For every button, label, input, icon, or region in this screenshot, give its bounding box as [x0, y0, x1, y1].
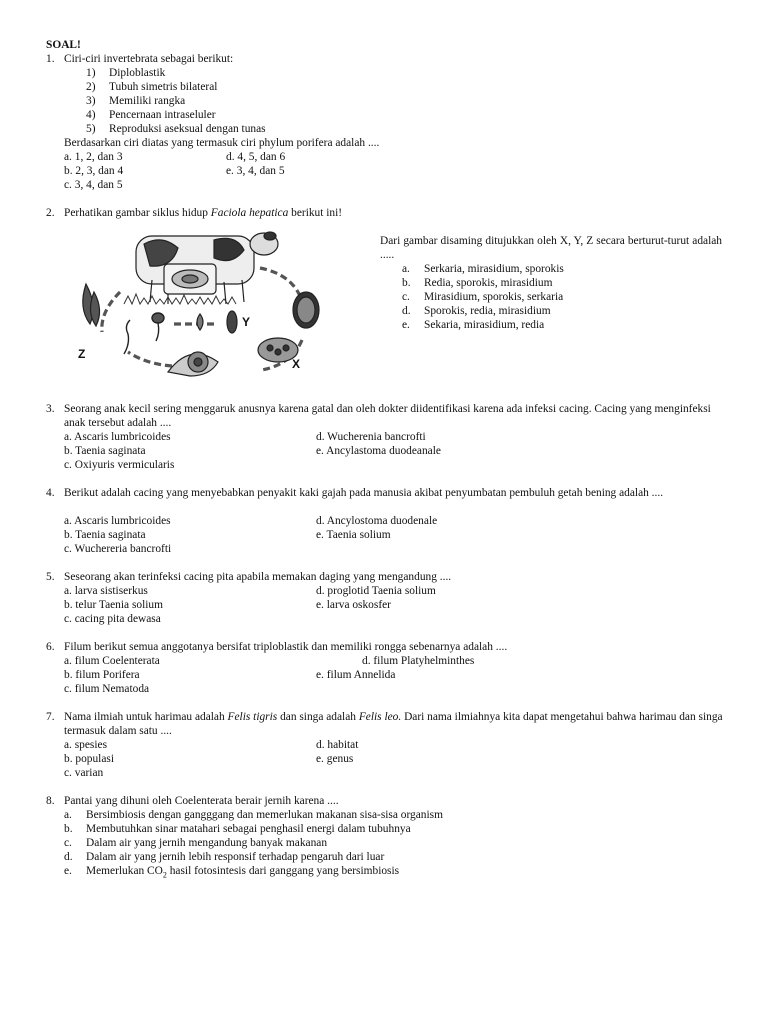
q7-option-b: b. populasi [64, 753, 114, 765]
q2-option-label: b. [402, 277, 411, 289]
metacercaria-plant-icon [83, 284, 100, 326]
figure-label-x: X [292, 357, 301, 371]
q5-option-b: b. telur Taenia solium [64, 599, 163, 611]
q1-item-text: Diploblastik [109, 67, 166, 79]
q1-item-num: 2) [86, 81, 96, 93]
q6-option-d: d. filum Platyhelminthes [362, 655, 475, 667]
q3-option-c: c. Oxiyuris vermicularis [64, 459, 175, 471]
q1-option-a: a. 1, 2, dan 3 [64, 151, 123, 163]
q1-option-d: d. 4, 5, dan 6 [226, 151, 286, 163]
page-heading: SOAL! [46, 39, 81, 51]
q2-option-label: a. [402, 263, 410, 275]
fasciola-life-cycle-figure [64, 222, 364, 384]
q8-option-c: Dalam air yang jernih mengandung banyak makanan [86, 837, 328, 849]
q6-number: 6. [46, 641, 55, 653]
redia-icon [197, 314, 203, 330]
q4-option-a: a. Ascaris lumbricoides [64, 515, 171, 527]
q1-item-num: 1) [86, 67, 96, 79]
q2-option-a: Serkaria, mirasidium, sporokis [424, 263, 564, 275]
q8-option-label: d. [64, 851, 73, 863]
q2-number: 2. [46, 207, 55, 219]
q8-stem: Pantai yang dihuni oleh Coelenterata berair jernih karena .... [64, 795, 339, 807]
q1-item-num: 5) [86, 123, 96, 135]
q3-option-e: e. Ancylastoma duodeanale [316, 445, 441, 457]
q7-number: 7. [46, 711, 55, 723]
q6-stem: Filum berikut semua anggotanya bersifat triploblastik dan memiliki rongga sebenarnya adalah .... [64, 641, 508, 653]
q5-option-d: d. proglotid Taenia solium [316, 585, 436, 597]
q3-stem: Seorang anak kecil sering menggaruk anusnya karena gatal dan oleh dokter diidentifikasi karena ada infeksi cacing. Cacing yang menginfeksi anak tersebut adalah .... [64, 403, 711, 429]
q1-item-text: Tubuh simetris bilateral [109, 81, 218, 93]
q5-number: 5. [46, 571, 55, 583]
q8-option-label: c. [64, 837, 72, 849]
q8-option-b: Membutuhkan sinar matahari sebagai penghasil energi dalam tubuhnya [86, 823, 411, 835]
q2-side-text: Dari gambar disaming ditujukkan oleh X, Y, Z secara berturut-turut adalah ..... [380, 235, 722, 261]
snail-icon [168, 352, 218, 376]
q8-option-a: Bersimbiosis dengan gangggang dan memerlukan makanan sisa-sisa organism [86, 809, 443, 821]
q1-stem: Ciri-ciri invertebrata sebagai berikut: [64, 53, 234, 65]
q7-stem: Nama ilmiah untuk harimau adalah Felis tigris dan singa adalah Felis leo. Dari nama ilmiahnya kita dapat mengetahui bahwa harimau dan singa termasuk dalam satu .... [64, 711, 723, 737]
q1-prompt: Berdasarkan ciri diatas yang termasuk ciri phylum porifera adalah .... [64, 137, 380, 149]
q6-option-a: a. filum Coelenterata [64, 655, 160, 667]
q8-option-label: b. [64, 823, 73, 835]
q3-option-d: d. Wucherenia bancrofti [316, 431, 426, 443]
q1-item-text: Memiliki rangka [109, 95, 186, 107]
q3-number: 3. [46, 403, 55, 415]
q4-option-b: b. Taenia saginata [64, 529, 146, 541]
q8-option-label: e. [64, 865, 72, 877]
q2-option-c: Mirasidium, sporokis, serkaria [424, 291, 564, 303]
q6-option-c: c. filum Nematoda [64, 683, 150, 695]
q1-item-text: Reproduksi aseksual dengan tunas [109, 123, 266, 135]
q7-option-e: e. genus [316, 753, 354, 765]
q4-stem: Berikut adalah cacing yang menyebabkan penyakit kaki gajah pada manusia akibat penyumbatan pembuluh getah bening adalah .... [64, 487, 664, 499]
q5-option-a: a. larva sistiserkus [64, 585, 148, 597]
q2-option-label: c. [402, 291, 410, 303]
cercaria-icon [124, 313, 164, 354]
q7-option-d: d. habitat [316, 739, 359, 751]
q2-option-label: d. [402, 305, 411, 317]
q5-option-e: e. larva oskosfer [316, 599, 391, 611]
q1-item-text: Pencernaan intraseluler [109, 109, 216, 121]
grass-icon [124, 294, 236, 304]
q2-option-e: Sekaria, mirasidium, redia [424, 319, 545, 331]
sporocyst-icon [227, 311, 237, 333]
q8-option-e: Memerlukan $CO_2$ hasil fotosintesis dari ganggang yang bersimbiosis [86, 865, 400, 880]
q1-option-e: e. 3, 4, dan 5 [226, 165, 285, 177]
q8-option-d: Dalam air yang jernih lebih responsif terhadap pengaruh dari luar [86, 851, 385, 863]
q6-option-e: e. filum Annelida [316, 669, 396, 681]
q1-number: 1. [46, 53, 55, 65]
q4-number: 4. [46, 487, 55, 499]
q4-option-d: d. Ancylostoma duodenale [316, 515, 438, 527]
q6-option-b: b. filum Porifera [64, 669, 140, 681]
q1-option-c: c. 3, 4, dan 5 [64, 179, 123, 191]
q1-item-num: 4) [86, 109, 96, 121]
q5-stem: Seseorang akan terinfeksi cacing pita apabila memakan daging yang mengandung .... [64, 571, 452, 583]
q2-stem: Perhatikan gambar siklus hidup Faciola hepatica berikut ini! [64, 207, 343, 219]
figure-label-z: Z [78, 347, 86, 361]
q4-option-e: e. Taenia solium [316, 529, 391, 541]
q2-option-d: Sporokis, redia, mirasidium [424, 305, 551, 317]
q5-option-c: c. cacing pita dewasa [64, 613, 161, 625]
q8-number: 8. [46, 795, 55, 807]
q7-option-c: c. varian [64, 767, 104, 779]
q1-option-b: b. 2, 3, dan 4 [64, 165, 124, 177]
figure-label-y: Y [242, 315, 251, 329]
q8-option-label: a. [64, 809, 72, 821]
cow-icon [136, 232, 278, 304]
q4-option-c: c. Wuchereria bancrofti [64, 543, 172, 555]
q1-item-num: 3) [86, 95, 96, 107]
q2-option-label: e. [402, 319, 410, 331]
q2-option-b: Redia, sporokis, mirasidium [424, 277, 553, 289]
q7-option-a: a. spesies [64, 739, 108, 751]
q3-option-b: b. Taenia saginata [64, 445, 146, 457]
q3-option-a: a. Ascaris lumbricoides [64, 431, 171, 443]
egg-icon [293, 292, 319, 328]
